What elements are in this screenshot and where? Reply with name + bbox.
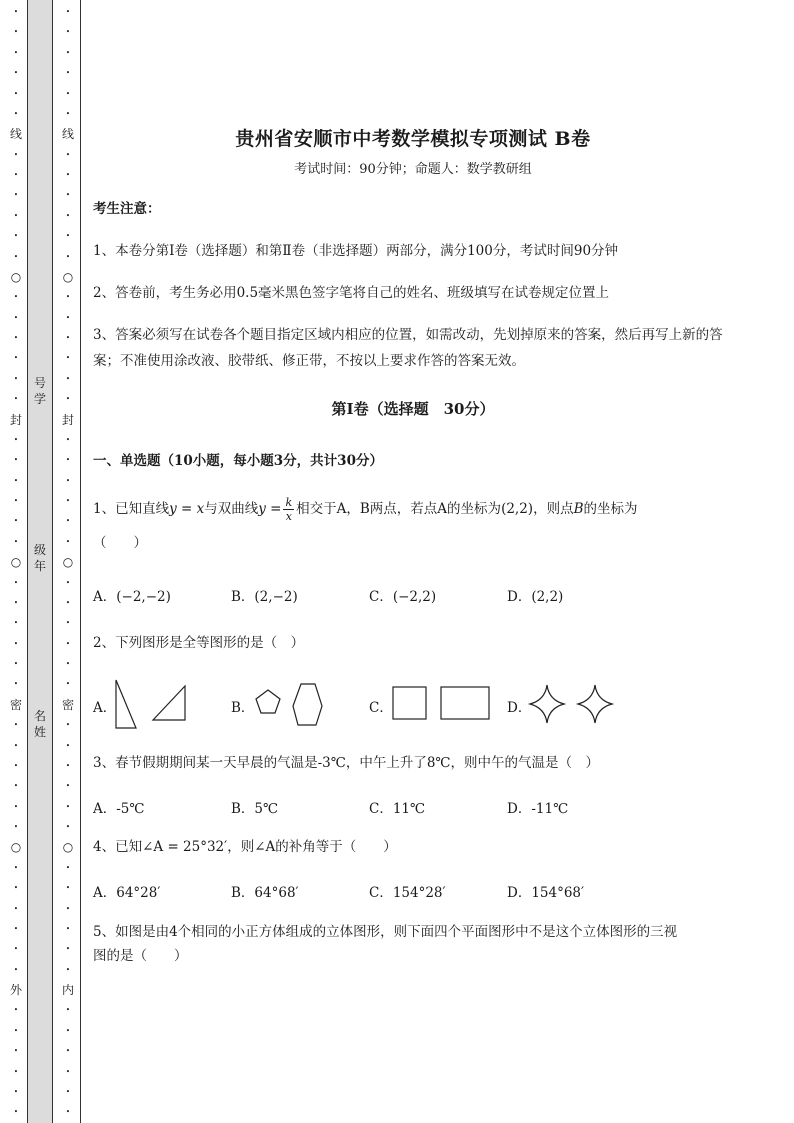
margin-dot: •: [13, 252, 19, 261]
margin-dot: •: [13, 782, 19, 791]
margin-dot: •: [13, 1108, 19, 1117]
q1-option-a[interactable]: A．(−2,−2): [93, 589, 171, 605]
margin-dot: •: [65, 884, 71, 893]
q1-point-b: B: [573, 501, 584, 517]
margin-char: 外: [9, 983, 22, 997]
q2-option-c-label[interactable]: C．: [369, 700, 393, 716]
pentagon-small: [256, 690, 280, 713]
margin-dot: •: [65, 741, 71, 750]
q2-option-d-stars: [527, 682, 617, 726]
margin-dot: •: [13, 945, 19, 954]
q2-option-b-label[interactable]: B．: [231, 700, 255, 716]
question-4: 4、已知∠A = 25°32′，则∠A的补角等于（ ）: [93, 839, 397, 855]
margin-dot: •: [65, 904, 71, 913]
margin-dot: •: [13, 395, 19, 404]
margin-char: 密: [61, 697, 74, 712]
margin-dot: •: [13, 1067, 19, 1076]
q3-option-b[interactable]: B．5℃: [231, 801, 279, 817]
margin-dot: •: [13, 435, 19, 444]
q1-text-pre: 1、已知直线: [93, 501, 170, 517]
margin-char: 线: [9, 127, 22, 142]
square-shape: [393, 687, 426, 719]
question-5-line-1: 5、如图是由4个相同的小正方体组成的立体图形，则下面四个平面图形中不是这个立体图形的三视: [93, 924, 678, 940]
margin-dot: •: [13, 1006, 19, 1015]
q4-option-c[interactable]: C．154°28′: [369, 885, 446, 901]
margin-dot: •: [13, 211, 19, 220]
margin-dot: •: [65, 823, 71, 831]
q3-option-a[interactable]: A．-5℃: [93, 801, 145, 817]
margin-char: ○: [10, 840, 22, 855]
margin-dot: •: [13, 191, 19, 200]
margin-char: ○: [62, 840, 74, 855]
margin-dot: •: [65, 578, 71, 587]
margin-dot: •: [13, 598, 19, 607]
binding-dots-inner: [60, 0, 76, 1123]
margin-dot: •: [65, 680, 71, 689]
margin-char: 封: [9, 412, 22, 427]
margin-dot: •: [13, 1047, 19, 1056]
margin-dot: •: [13, 232, 19, 241]
question-3: 3、春节假期期间某一天早晨的气温是-3℃，中午上升了8℃，则中午的气温是（ ）: [93, 755, 600, 771]
q1-point-a: (2,2): [501, 501, 534, 517]
margin-dot: •: [13, 884, 19, 893]
margin-dot: •: [65, 374, 71, 383]
q4-option-d[interactable]: D．154°68′: [507, 885, 585, 901]
margin-dot: •: [65, 334, 71, 342]
margin-dot: •: [65, 191, 71, 200]
q2-option-d-label[interactable]: D．: [507, 700, 532, 716]
margin-dot: •: [65, 1026, 71, 1035]
margin-dot: •: [65, 89, 71, 98]
margin-dot: •: [13, 965, 19, 974]
margin-dot: •: [13, 517, 19, 526]
margin-char: 线: [61, 127, 74, 142]
margin-dot: •: [65, 354, 71, 363]
margin-dot: •: [65, 313, 71, 322]
margin-dot: •: [13, 578, 19, 587]
q1-option-b[interactable]: B．(2,−2): [231, 589, 298, 605]
margin-dot: •: [13, 823, 19, 831]
margin-dot: •: [13, 109, 19, 118]
question-1: [93, 490, 638, 528]
margin-dot: •: [65, 435, 71, 444]
margin-char: ○: [10, 269, 22, 284]
q1-text-post3: 的坐标为: [583, 501, 638, 517]
page-subtitle: 考试时间：90分钟；命题人：数学教研组: [294, 162, 532, 177]
margin-dot: •: [13, 89, 19, 98]
margin-dot: •: [65, 211, 71, 220]
margin-dot: •: [65, 639, 71, 648]
q1-text-mid: 与双曲线: [204, 501, 259, 517]
margin-dot: •: [65, 1087, 71, 1096]
margin-dot: •: [65, 1006, 71, 1015]
margin-dot: •: [13, 69, 19, 78]
q2-option-a-label[interactable]: A．: [93, 700, 117, 716]
margin-char: 封: [61, 412, 74, 427]
margin-dot: •: [13, 619, 19, 628]
q1-line-equation: y = x: [169, 501, 205, 517]
label-grade: 级 年: [33, 543, 46, 573]
page-title: 贵州省安顺市中考数学模拟专项测试 B卷: [235, 128, 591, 150]
margin-dot: •: [65, 171, 71, 179]
question-5-line-2: 图的是（ ）: [93, 948, 188, 964]
q1-text-post: 相交于A，B两点，若点A的坐标为: [296, 501, 502, 517]
margin-dot: •: [13, 639, 19, 648]
margin-dot: •: [65, 945, 71, 954]
margin-dot: •: [13, 171, 19, 179]
four-point-star-2: [578, 685, 612, 723]
q4-option-a[interactable]: A．64°28′: [93, 885, 161, 901]
margin-dot: •: [13, 497, 19, 505]
margin-dot: •: [65, 150, 71, 159]
four-point-star-1: [530, 685, 564, 723]
margin-dot: •: [13, 150, 19, 159]
margin-dot: •: [65, 761, 71, 770]
notice-item-2: 2、答卷前，考生务必用0.5毫米黑色签字笔将自己的姓名、班级填写在试卷规定位置上: [93, 285, 610, 301]
margin-dot: •: [65, 28, 71, 37]
margin-dot: •: [65, 1067, 71, 1076]
margin-dot: •: [13, 1087, 19, 1096]
margin-dot: •: [13, 721, 19, 730]
q1-blank: （ ）: [93, 535, 147, 551]
binding-dots-outer: [8, 0, 24, 1123]
question-2: 2、下列图形是全等图形的是（ ）: [93, 635, 305, 651]
q1-option-d[interactable]: D．(2,2): [507, 589, 564, 605]
margin-dot: •: [65, 48, 71, 57]
margin-dot: •: [65, 598, 71, 607]
margin-dot: •: [13, 8, 19, 16]
margin-char: ○: [62, 555, 74, 570]
q2-option-a-triangles: [111, 678, 191, 730]
q2-option-c-rectangles: [389, 684, 499, 724]
q3-option-d[interactable]: D．-11℃: [507, 801, 569, 817]
notice-item-3: 3、答案必须写在试卷各个题目指定区域内相应的位置，如需改动，先划掉原来的答案，然后再写上新的答案；不准使用涂改液、胶带纸、修正带，不按以上要求作答的答案无效。: [93, 327, 723, 369]
margin-dot: •: [13, 456, 19, 465]
q1-hyperbola-lhs: y =: [258, 501, 282, 517]
margin-dot: •: [65, 293, 71, 302]
q2-option-b-pentagons: [251, 680, 331, 730]
label-name: 名 姓: [33, 709, 46, 739]
margin-dot: •: [65, 924, 71, 933]
margin-dot: •: [65, 252, 71, 261]
margin-char: ○: [62, 269, 74, 284]
margin-dot: •: [13, 680, 19, 689]
margin-dot: •: [65, 537, 71, 546]
margin-dot: •: [13, 537, 19, 546]
margin-dot: •: [65, 497, 71, 505]
margin-char: 密: [9, 697, 22, 712]
margin-dot: •: [13, 354, 19, 363]
margin-dot: •: [65, 660, 71, 668]
margin-dot: •: [13, 334, 19, 342]
margin-dot: •: [65, 1108, 71, 1117]
margin-dot: •: [65, 782, 71, 791]
margin-dot: •: [65, 619, 71, 628]
margin-dot: •: [65, 965, 71, 974]
margin-dot: •: [65, 109, 71, 118]
q1-fraction-numerator: k: [285, 496, 293, 509]
notice-heading: 考生注意：: [93, 201, 161, 217]
q4-option-b[interactable]: B．64°68′: [231, 885, 299, 901]
margin-dot: •: [13, 660, 19, 668]
right-triangle-wide: [153, 686, 185, 720]
margin-dot: •: [65, 517, 71, 526]
margin-dot: •: [65, 395, 71, 404]
hexagon-tall: [293, 684, 322, 725]
part-heading: 一、单选题（10小题，每小题3分，共计30分）: [93, 453, 383, 469]
margin-dot: •: [13, 28, 19, 37]
margin-dot: •: [65, 476, 71, 485]
label-student-id: 号 学: [33, 376, 46, 406]
margin-dot: •: [13, 863, 19, 872]
margin-char: 内: [61, 983, 74, 997]
margin-dot: •: [65, 8, 71, 16]
margin-dot: •: [13, 313, 19, 322]
margin-dot: •: [13, 904, 19, 913]
margin-dot: •: [13, 1026, 19, 1035]
binding-line: [80, 0, 81, 1123]
margin-dot: •: [65, 863, 71, 872]
q1-fraction-denominator: x: [285, 510, 292, 523]
q1-fraction: [283, 496, 294, 523]
rectangle-shape: [441, 687, 489, 719]
margin-dot: •: [13, 924, 19, 933]
margin-dot: •: [65, 1047, 71, 1056]
margin-dot: •: [13, 802, 19, 811]
margin-dot: •: [13, 374, 19, 383]
q1-option-c[interactable]: C．(−2,2): [369, 589, 437, 605]
binding-strip: [27, 0, 53, 1123]
margin-char: ○: [10, 555, 22, 570]
notice-item-1: 1、本卷分第Ⅰ卷（选择题）和第Ⅱ卷（非选择题）两部分，满分100分，考试时间90分钟: [93, 243, 619, 259]
margin-dot: •: [65, 232, 71, 241]
margin-dot: •: [65, 802, 71, 811]
margin-dot: •: [13, 48, 19, 57]
margin-dot: •: [65, 69, 71, 78]
margin-dot: •: [13, 761, 19, 770]
q1-text-post2: ，则点: [533, 501, 574, 517]
margin-dot: •: [13, 293, 19, 302]
margin-dot: •: [13, 476, 19, 485]
right-triangle-tall: [116, 680, 136, 728]
margin-dot: •: [13, 741, 19, 750]
q3-option-c[interactable]: C．11℃: [369, 801, 426, 817]
margin-dot: •: [65, 456, 71, 465]
margin-dot: •: [65, 721, 71, 730]
section-title: 第Ⅰ卷（选择题 30分）: [331, 400, 495, 418]
